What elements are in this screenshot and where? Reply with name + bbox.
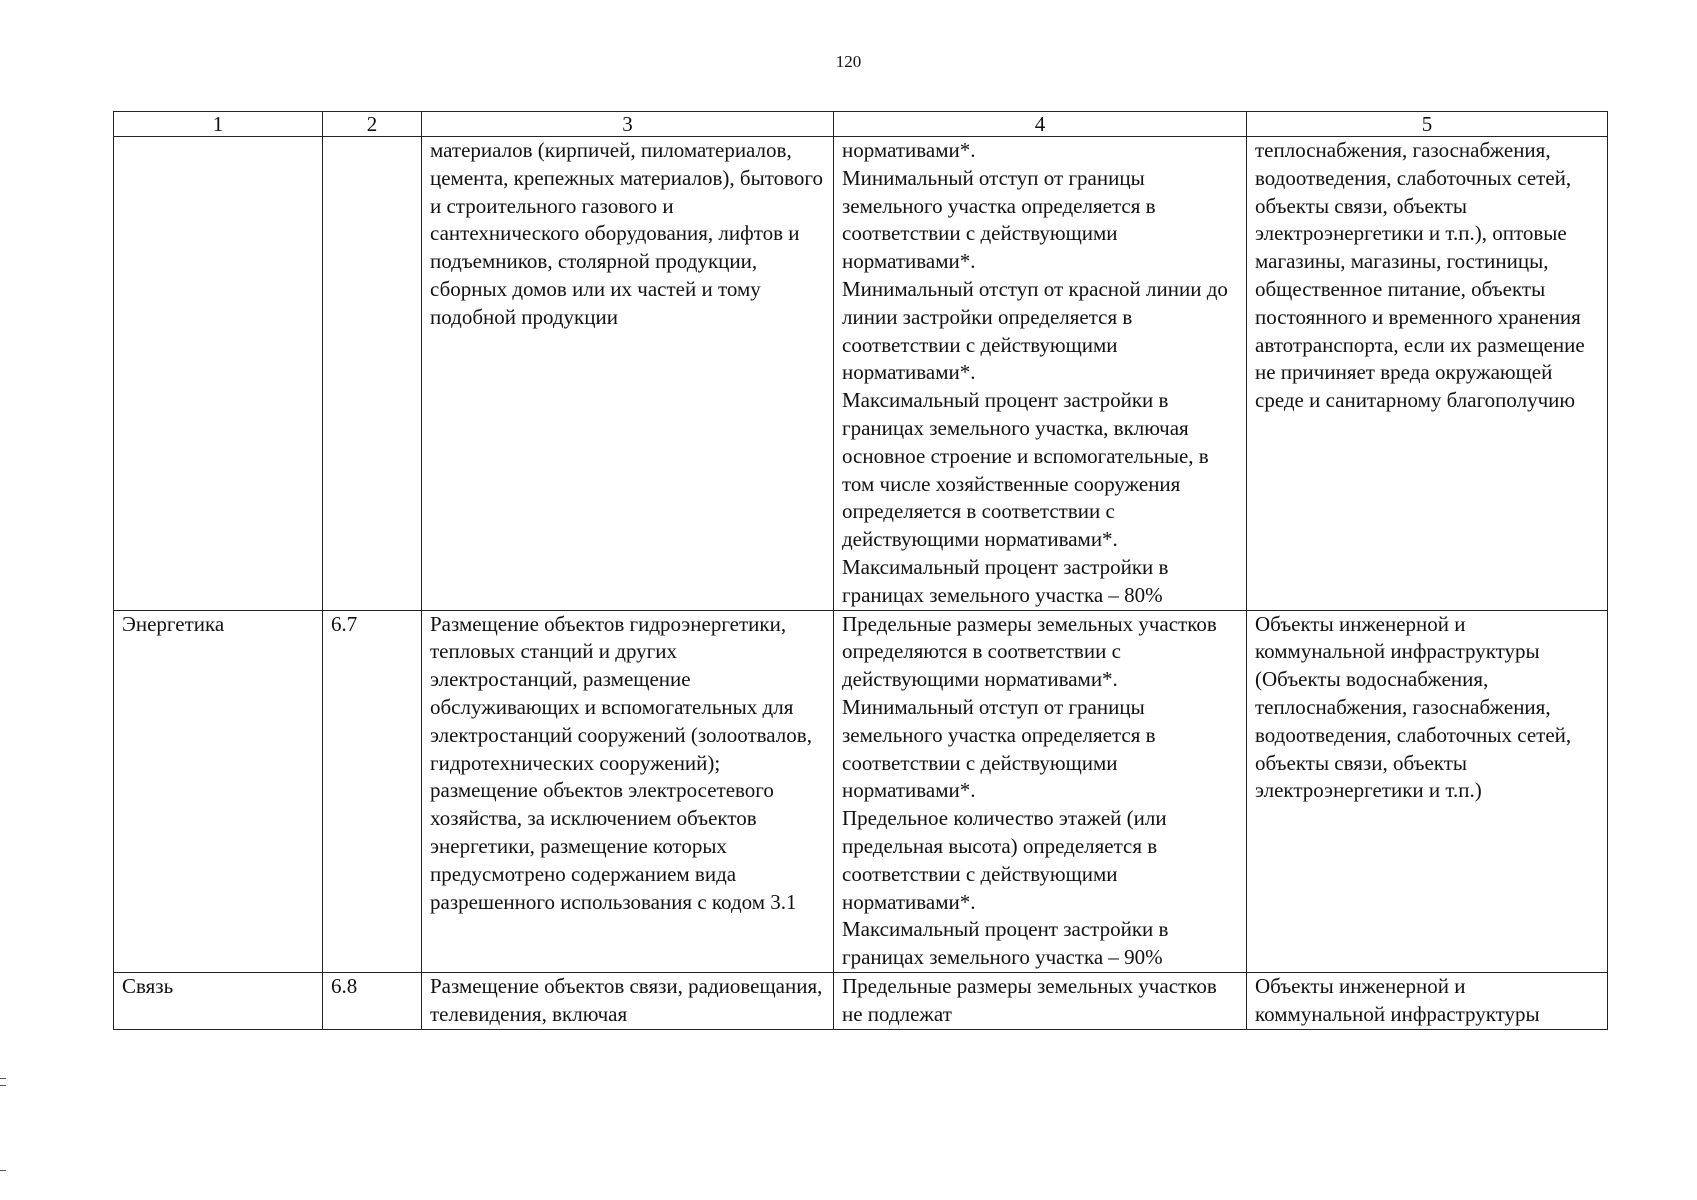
header-col-2: 2 bbox=[323, 112, 422, 137]
regulations-table bbox=[113, 111, 1608, 1030]
header-col-1: 1 bbox=[114, 112, 323, 137]
use-code-cell bbox=[323, 137, 422, 611]
page-number: 120 bbox=[835, 52, 862, 71]
table-row bbox=[114, 610, 1608, 972]
accessory-uses-cell: Объекты инженерной и коммунальной инфраструктуры (Объекты водоснабжения, теплоснабжения, газоснабжения, водоотведения, слаботочных сетей, объекты связи, объекты электроэнергетики и т.п.) bbox=[1247, 610, 1608, 972]
use-parameters-cell bbox=[834, 610, 1247, 972]
table-row bbox=[114, 137, 1608, 611]
use-description-cell: Размещение объектов гидроэнергетики, тепловых станций и других электростанций, размещение обслуживающих и вспомогательных для электростанций сооружений (золоотвалов, гидротехнических сооружений); размещение объектов электросетевого хозяйства, за исключением объектов энергетики, размещение которых предусмотрено содержанием вида разрешенного использования с кодом 3.1 bbox=[422, 610, 834, 972]
scan-edge-mark bbox=[0, 1170, 6, 1171]
use-code-cell: 6.7 bbox=[323, 610, 422, 972]
use-name-cell bbox=[114, 137, 323, 611]
scan-edge-mark bbox=[0, 1085, 6, 1086]
use-name-cell: Энергетика bbox=[114, 610, 323, 972]
header-col-4: 4 bbox=[834, 112, 1247, 137]
parameters-text: нормативами*. Минимальный отступ от границы земельного участка определяется в соответствии с действующими нормативами*. Минимальный отступ от красной линии до линии застройки определяется в соответствии с действующими нормативами*. Максимальный процент застройки в границах земельного участка, включая основное строение и вспомогательные, в том числе хозяйственные сооружения определяется в соответствии с действующими нормативами*. Максимальный процент застройки в границах земельного участка – 80% bbox=[842, 138, 1228, 607]
parameters-text: Предельные размеры земельных участков определяются в соответствии с действующими нормативами*. Минимальный отступ от границы земельного участка определяется в соответствии с действующими нормативами*. Предельное количество этажей (или предельная высота) определяется в соответствии с действующими нормативами*. Максимальный процент застройки в границах земельного участка – 90% bbox=[842, 611, 1217, 970]
use-parameters-cell: Предельные размеры земельных участков не подлежат bbox=[834, 972, 1247, 1029]
header-col-3: 3 bbox=[422, 112, 834, 137]
table-row bbox=[114, 972, 1608, 1029]
accessory-uses-cell: теплоснабжения, газоснабжения, водоотведения, слаботочных сетей, объекты связи, объекты электроэнергетики и т.п.), оптовые магазины, магазины, гостиницы, общественное питание, объекты постоянного и временного хранения автотранспорта, если их размещение не причиняет вреда окружающей среде и санитарному благополучию bbox=[1247, 137, 1608, 611]
header-row bbox=[114, 112, 1608, 137]
use-name-cell: Связь bbox=[114, 972, 323, 1029]
use-parameters-cell bbox=[834, 137, 1247, 611]
accessory-uses-cell: Объекты инженерной и коммунальной инфраструктуры bbox=[1247, 972, 1608, 1029]
use-code-cell: 6.8 bbox=[323, 972, 422, 1029]
scan-edge-mark bbox=[0, 1078, 6, 1079]
use-description-cell: материалов (кирпичей, пиломатериалов, цемента, крепежных материалов), бытового и строительного газового и сантехнического оборудования, лифтов и подъемников, столярной продукции, сборных домов или их частей и тому подобной продукции bbox=[422, 137, 834, 611]
use-description-cell: Размещение объектов связи, радиовещания, телевидения, включая bbox=[422, 972, 834, 1029]
header-col-5: 5 bbox=[1247, 112, 1608, 137]
